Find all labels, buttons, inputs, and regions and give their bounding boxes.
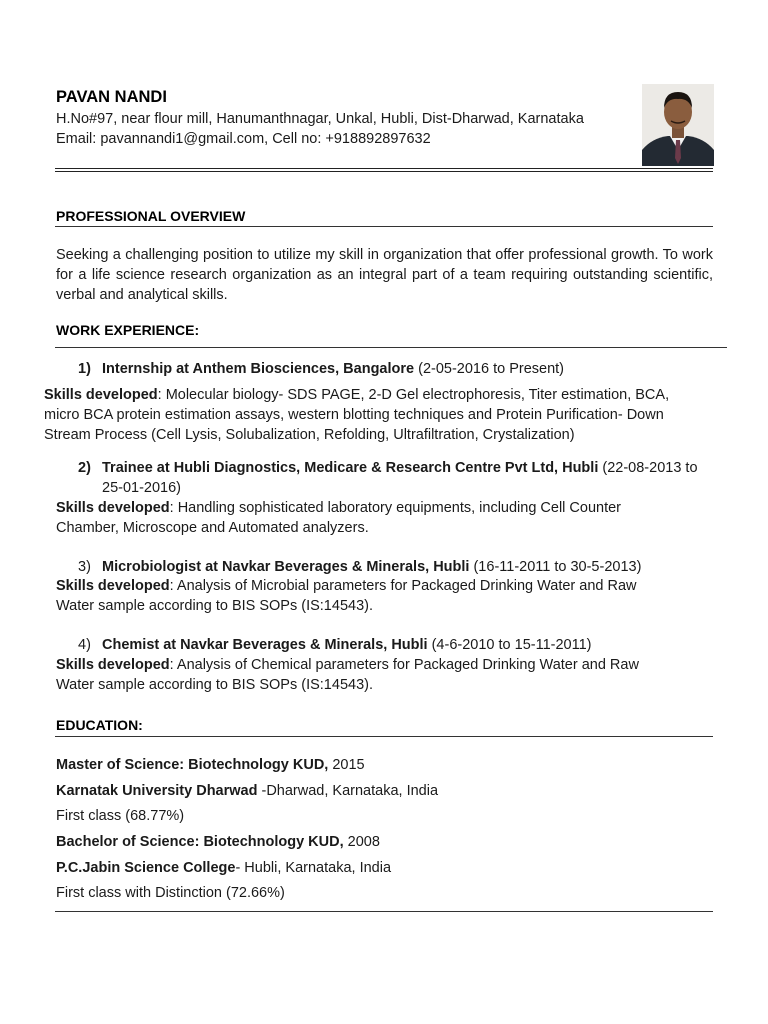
institution-name: Karnatak University Dharwad xyxy=(56,783,258,799)
item-number: 2) xyxy=(78,460,91,476)
skills-text: Water sample according to BIS SOPs (IS:14543). xyxy=(56,677,373,693)
edu-msc-degree xyxy=(56,755,365,775)
institution-name: P.C.Jabin Science College xyxy=(56,860,236,876)
profile-photo xyxy=(642,84,714,166)
job-role: Chemist at Navkar Beverages & Minerals, Hubli xyxy=(102,637,428,653)
edu-msc-result: First class (68.77%) xyxy=(56,808,185,824)
work-item-3-header xyxy=(78,557,641,577)
divider xyxy=(55,736,713,737)
skills-text: : Handling sophisticated laboratory equipments, including Cell Counter xyxy=(169,500,622,516)
item-number: 4) xyxy=(78,637,91,653)
work-item-2-skills xyxy=(56,498,621,538)
skills-label: Skills developed xyxy=(44,387,158,403)
divider xyxy=(55,911,713,912)
job-dates-cont: 25-01-2016) xyxy=(102,480,181,496)
edu-bsc-degree xyxy=(56,832,380,852)
institution-place: - Hubli, Karnataka, India xyxy=(235,860,392,876)
edu-bsc-institution xyxy=(56,858,391,878)
skills-text: : Molecular biology- SDS PAGE, 2-D Gel electrophoresis, Titer estimation, BCA, xyxy=(157,387,670,403)
institution-place: -Dharwad, Karnataka, India xyxy=(257,783,439,799)
degree-name: Bachelor of Science: Biotechnology KUD, xyxy=(56,834,344,850)
degree-name: Master of Science: Biotechnology KUD, xyxy=(56,757,329,773)
address: H.No#97, near flour mill, Hanumanthnagar, Unkal, Hubli, Dist-Dharwad, Karnataka xyxy=(56,111,584,127)
degree-year: 2015 xyxy=(328,757,365,773)
work-item-1-skills xyxy=(44,385,669,445)
work-item-4-skills xyxy=(56,655,639,695)
section-title-work: WORK EXPERIENCE: xyxy=(56,322,200,338)
work-item-2-header xyxy=(78,458,698,498)
skills-text: micro BCA protein estimation assays, western blotting techniques and Protein Purification- Down xyxy=(44,407,664,423)
divider xyxy=(55,347,727,348)
skills-label: Skills developed xyxy=(56,578,170,594)
degree-year: 2008 xyxy=(343,834,380,850)
skills-text: : Analysis of Microbial parameters for Packaged Drinking Water and Raw xyxy=(169,578,637,594)
job-role: Microbiologist at Navkar Beverages & Minerals, Hubli xyxy=(102,559,470,575)
job-dates: (16-11-2011 to 30-5-2013) xyxy=(469,559,642,575)
divider xyxy=(55,226,713,227)
contact-info: Email: pavannandi1@gmail.com, Cell no: +918892897632 xyxy=(56,131,431,147)
skills-label: Skills developed xyxy=(56,657,170,673)
job-dates: (22-08-2013 to xyxy=(598,460,698,476)
skills-text: Stream Process (Cell Lysis, Solubalization, Refolding, Ultrafiltration, Crystalization) xyxy=(44,427,575,443)
job-dates: (4-6-2010 to 15-11-2011) xyxy=(427,637,592,653)
work-item-1-header xyxy=(78,359,564,379)
skills-text: Water sample according to BIS SOPs (IS:14543). xyxy=(56,598,373,614)
header-divider xyxy=(55,168,713,172)
job-role: Internship at Anthem Biosciences, Bangalore xyxy=(102,361,415,377)
section-title-overview: PROFESSIONAL OVERVIEW xyxy=(56,208,246,224)
section-title-education: EDUCATION: xyxy=(56,717,143,733)
skills-label: Skills developed xyxy=(56,500,170,516)
item-number: 3) xyxy=(78,559,91,575)
skills-text: : Analysis of Chemical parameters for Packaged Drinking Water and Raw xyxy=(169,657,639,673)
work-item-4-header xyxy=(78,635,591,655)
edu-msc-institution xyxy=(56,781,438,801)
edu-bsc-result: First class with Distinction (72.66%) xyxy=(56,885,285,901)
candidate-name: PAVAN NANDI xyxy=(56,88,167,106)
job-dates: (2-05-2016 to Present) xyxy=(414,361,565,377)
overview-text: Seeking a challenging position to utilize my skill in organization that offer professional growth. To work for a life science research organization as an integral part of a team requiring outstanding scientific, verbal and analytical skills. xyxy=(56,247,713,303)
job-role: Trainee at Hubli Diagnostics, Medicare & Research Centre Pvt Ltd, Hubli xyxy=(102,460,599,476)
item-number: 1) xyxy=(78,361,91,377)
work-item-3-skills xyxy=(56,576,637,616)
skills-text: Chamber, Microscope and Automated analyzers. xyxy=(56,520,369,536)
